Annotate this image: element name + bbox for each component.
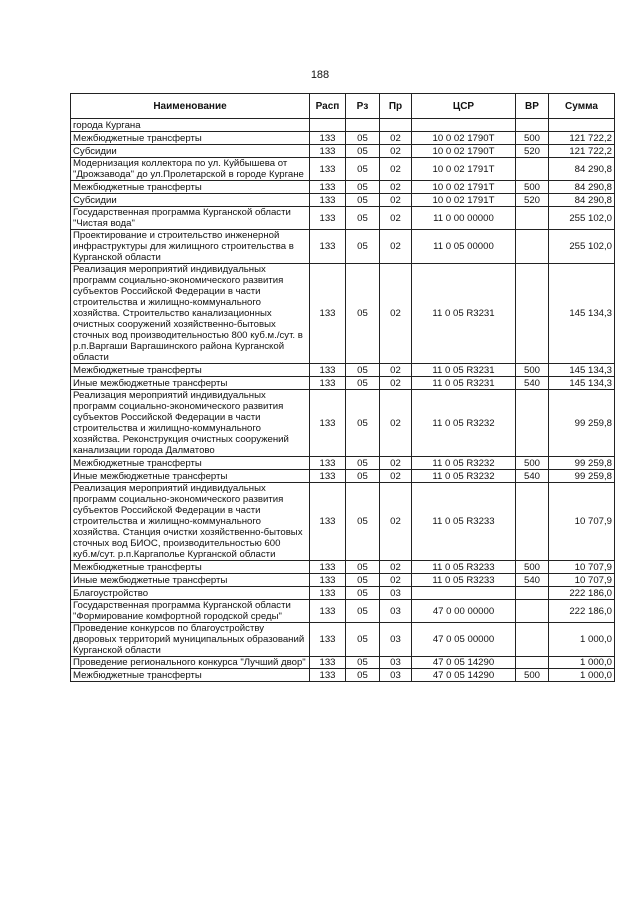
row-vr-cell [516,623,549,657]
row-rz-cell: 05 [346,669,380,682]
row-pr-cell: 02 [380,457,412,470]
row-sum-cell: 145 134,3 [549,364,615,377]
row-vr-cell: 500 [516,364,549,377]
row-name-cell: Государственная программа Курганской области "Чистая вода" [71,207,310,230]
row-sum-cell [549,119,615,132]
row-name-cell: Межбюджетные трансферты [71,132,310,145]
row-vr-cell [516,657,549,669]
row-pr-cell: 02 [380,181,412,194]
row-csr-cell: 11 0 05 R3231 [412,377,516,390]
row-vr-cell: 540 [516,377,549,390]
row-vr-cell: 500 [516,561,549,574]
row-pr-cell: 02 [380,390,412,457]
table-row [71,145,615,158]
row-sum-cell: 10 707,9 [549,561,615,574]
row-name-cell: города Кургана [71,119,310,132]
row-pr-cell: 02 [380,230,412,264]
table-row [71,181,615,194]
row-pr-cell: 02 [380,377,412,390]
row-csr-cell: 47 0 05 14290 [412,669,516,682]
row-rz-cell: 05 [346,390,380,457]
row-pr-cell: 02 [380,574,412,587]
row-pr-cell: 02 [380,194,412,207]
row-pr-cell: 02 [380,264,412,364]
table-row [71,132,615,145]
table-row [71,623,615,657]
row-pr-cell: 02 [380,561,412,574]
row-vr-cell: 500 [516,457,549,470]
row-name-cell: Благоустройство [71,587,310,600]
row-rz-cell: 05 [346,158,380,181]
row-pr-cell [380,119,412,132]
row-csr-cell: 11 0 05 R3233 [412,574,516,587]
row-rz-cell: 05 [346,230,380,264]
row-rz-cell: 05 [346,364,380,377]
row-csr-cell [412,119,516,132]
row-name-cell: Межбюджетные трансферты [71,561,310,574]
row-rasp-cell: 133 [310,207,346,230]
row-vr-cell: 500 [516,669,549,682]
table-row [71,194,615,207]
row-pr-cell: 02 [380,470,412,483]
row-sum-cell: 255 102,0 [549,230,615,264]
row-csr-cell: 47 0 00 00000 [412,600,516,623]
row-sum-cell: 121 722,2 [549,145,615,158]
header-rz: Рз [346,94,380,119]
row-sum-cell: 222 186,0 [549,587,615,600]
row-csr-cell: 11 0 05 R3231 [412,364,516,377]
row-vr-cell [516,390,549,457]
table-header-row [71,94,615,119]
row-name-cell: Реализация мероприятий индивидуальных программ социально-экономического развития субъектов Российской Федерации в части строительства и жилищно-коммунального хозяйства. Станция очистки хозяйственно-бытовых сточных вод БИОС, производительностью 600 куб.м/сут. р.п.Каргаполье Курганской области [71,483,310,561]
row-vr-cell: 520 [516,194,549,207]
page-number: 188 [310,69,330,81]
row-sum-cell: 99 259,8 [549,457,615,470]
row-rasp-cell: 133 [310,390,346,457]
header-vr: ВР [516,94,549,119]
row-sum-cell: 222 186,0 [549,600,615,623]
row-csr-cell [412,587,516,600]
header-csr: ЦСР [412,94,516,119]
row-pr-cell: 03 [380,600,412,623]
row-pr-cell: 02 [380,207,412,230]
row-name-cell: Проведение регионального конкурса "Лучший двор" [71,657,310,669]
table-row [71,669,615,682]
table-row [71,470,615,483]
row-rasp-cell: 133 [310,145,346,158]
row-vr-cell [516,207,549,230]
row-rasp-cell: 133 [310,377,346,390]
row-pr-cell: 02 [380,132,412,145]
table-row [71,207,615,230]
row-sum-cell: 99 259,8 [549,470,615,483]
row-name-cell: Реализация мероприятий индивидуальных программ социально-экономического развития субъектов Российской Федерации в части строительства и жилищно-коммунального хозяйства. Реконструкция очистных сооружений канализации города Далматово [71,390,310,457]
header-pr: Пр [380,94,412,119]
row-pr-cell: 02 [380,364,412,377]
header-sum: Сумма [549,94,615,119]
table-row [71,158,615,181]
table-row [71,483,615,561]
row-name-cell: Межбюджетные трансферты [71,457,310,470]
row-vr-cell: 500 [516,132,549,145]
row-vr-cell [516,264,549,364]
row-rasp-cell: 133 [310,600,346,623]
row-rz-cell: 05 [346,145,380,158]
row-rasp-cell: 133 [310,623,346,657]
row-name-cell: Модернизация коллектора по ул. Куйбышева от "Дрожзавода" до ул.Пролетарской в городе Кургане [71,158,310,181]
row-csr-cell: 11 0 05 R3232 [412,470,516,483]
table-row [71,230,615,264]
row-pr-cell: 03 [380,587,412,600]
row-csr-cell: 10 0 02 1791Т [412,194,516,207]
row-rz-cell: 05 [346,457,380,470]
row-sum-cell: 84 290,8 [549,181,615,194]
row-rz-cell: 05 [346,181,380,194]
row-csr-cell: 10 0 02 1790Т [412,145,516,158]
row-rasp-cell: 133 [310,470,346,483]
row-rz-cell: 05 [346,600,380,623]
row-rasp-cell: 133 [310,669,346,682]
row-rz-cell: 05 [346,561,380,574]
row-vr-cell [516,230,549,264]
row-vr-cell [516,587,549,600]
row-pr-cell: 03 [380,623,412,657]
row-sum-cell: 10 707,9 [549,483,615,561]
row-rasp-cell: 133 [310,561,346,574]
row-csr-cell: 11 0 05 R3232 [412,390,516,457]
row-vr-cell [516,119,549,132]
row-name-cell: Иные межбюджетные трансферты [71,377,310,390]
row-vr-cell: 540 [516,574,549,587]
row-pr-cell: 03 [380,657,412,669]
header-name: Наименование [71,94,310,119]
row-name-cell: Иные межбюджетные трансферты [71,574,310,587]
row-rasp-cell: 133 [310,574,346,587]
row-rasp-cell: 133 [310,230,346,264]
row-rz-cell: 05 [346,264,380,364]
table-row [71,364,615,377]
row-rz-cell: 05 [346,574,380,587]
header-rasp: Расп [310,94,346,119]
row-sum-cell: 145 134,3 [549,377,615,390]
row-csr-cell: 11 0 05 R3232 [412,457,516,470]
row-csr-cell: 47 0 05 14290 [412,657,516,669]
row-pr-cell: 02 [380,158,412,181]
row-rasp-cell: 133 [310,364,346,377]
row-vr-cell: 540 [516,470,549,483]
table-row [71,600,615,623]
row-rasp-cell [310,119,346,132]
row-name-cell: Субсидии [71,145,310,158]
table-row [71,457,615,470]
row-name-cell: Государственная программа Курганской области "Формирование комфортной городской среды" [71,600,310,623]
row-sum-cell: 145 134,3 [549,264,615,364]
row-rasp-cell: 133 [310,587,346,600]
row-vr-cell: 500 [516,181,549,194]
row-rasp-cell: 133 [310,457,346,470]
row-csr-cell: 11 0 05 00000 [412,230,516,264]
row-rz-cell: 05 [346,470,380,483]
table-row [71,574,615,587]
table-row [71,561,615,574]
row-vr-cell: 520 [516,145,549,158]
row-sum-cell: 84 290,8 [549,158,615,181]
row-rasp-cell: 133 [310,657,346,669]
row-pr-cell: 02 [380,145,412,158]
row-rasp-cell: 133 [310,132,346,145]
row-pr-cell: 02 [380,483,412,561]
row-csr-cell: 11 0 05 R3233 [412,561,516,574]
row-rz-cell: 05 [346,207,380,230]
table-row [71,264,615,364]
row-rasp-cell: 133 [310,483,346,561]
row-sum-cell: 1 000,0 [549,623,615,657]
row-sum-cell: 99 259,8 [549,390,615,457]
table-row [71,587,615,600]
row-rasp-cell: 133 [310,194,346,207]
row-rz-cell: 05 [346,377,380,390]
row-sum-cell: 84 290,8 [549,194,615,207]
row-csr-cell: 10 0 02 1791Т [412,181,516,194]
row-rz-cell: 05 [346,587,380,600]
row-rz-cell: 05 [346,194,380,207]
row-sum-cell: 1 000,0 [549,657,615,669]
row-csr-cell: 47 0 05 00000 [412,623,516,657]
row-sum-cell: 121 722,2 [549,132,615,145]
row-name-cell: Проведение конкурсов по благоустройству дворовых территорий муниципальных образований Курганской области [71,623,310,657]
row-rasp-cell: 133 [310,158,346,181]
row-rasp-cell: 133 [310,264,346,364]
row-rz-cell [346,119,380,132]
row-name-cell: Проектирование и строительство инженерной инфраструктуры для жилищного строительства в Курганской области [71,230,310,264]
row-rasp-cell: 133 [310,181,346,194]
row-vr-cell [516,158,549,181]
row-name-cell: Межбюджетные трансферты [71,181,310,194]
row-sum-cell: 10 707,9 [549,574,615,587]
row-pr-cell: 03 [380,669,412,682]
row-csr-cell: 11 0 00 00000 [412,207,516,230]
budget-table [70,93,615,682]
row-csr-cell: 10 0 02 1791Т [412,158,516,181]
row-rz-cell: 05 [346,657,380,669]
row-name-cell: Межбюджетные трансферты [71,669,310,682]
table-row [71,657,615,669]
row-csr-cell: 11 0 05 R3233 [412,483,516,561]
table-body [71,119,615,682]
row-rz-cell: 05 [346,483,380,561]
row-name-cell: Реализация мероприятий индивидуальных программ социально-экономического развития субъектов Российской Федерации в части строительства и жилищно-коммунального хозяйства. Строительство канализационных очистных сооружений хозяйственно-бытовых сточных вод производительностью 800 куб.м./сут. в р.п.Варгаши Варгашинского района Курганской области [71,264,310,364]
row-name-cell: Субсидии [71,194,310,207]
table-row [71,390,615,457]
row-vr-cell [516,600,549,623]
table-row [71,119,615,132]
row-name-cell: Иные межбюджетные трансферты [71,470,310,483]
row-sum-cell: 255 102,0 [549,207,615,230]
table-row [71,377,615,390]
row-rz-cell: 05 [346,132,380,145]
row-csr-cell: 11 0 05 R3231 [412,264,516,364]
row-sum-cell: 1 000,0 [549,669,615,682]
row-vr-cell [516,483,549,561]
row-csr-cell: 10 0 02 1790Т [412,132,516,145]
row-name-cell: Межбюджетные трансферты [71,364,310,377]
row-rz-cell: 05 [346,623,380,657]
